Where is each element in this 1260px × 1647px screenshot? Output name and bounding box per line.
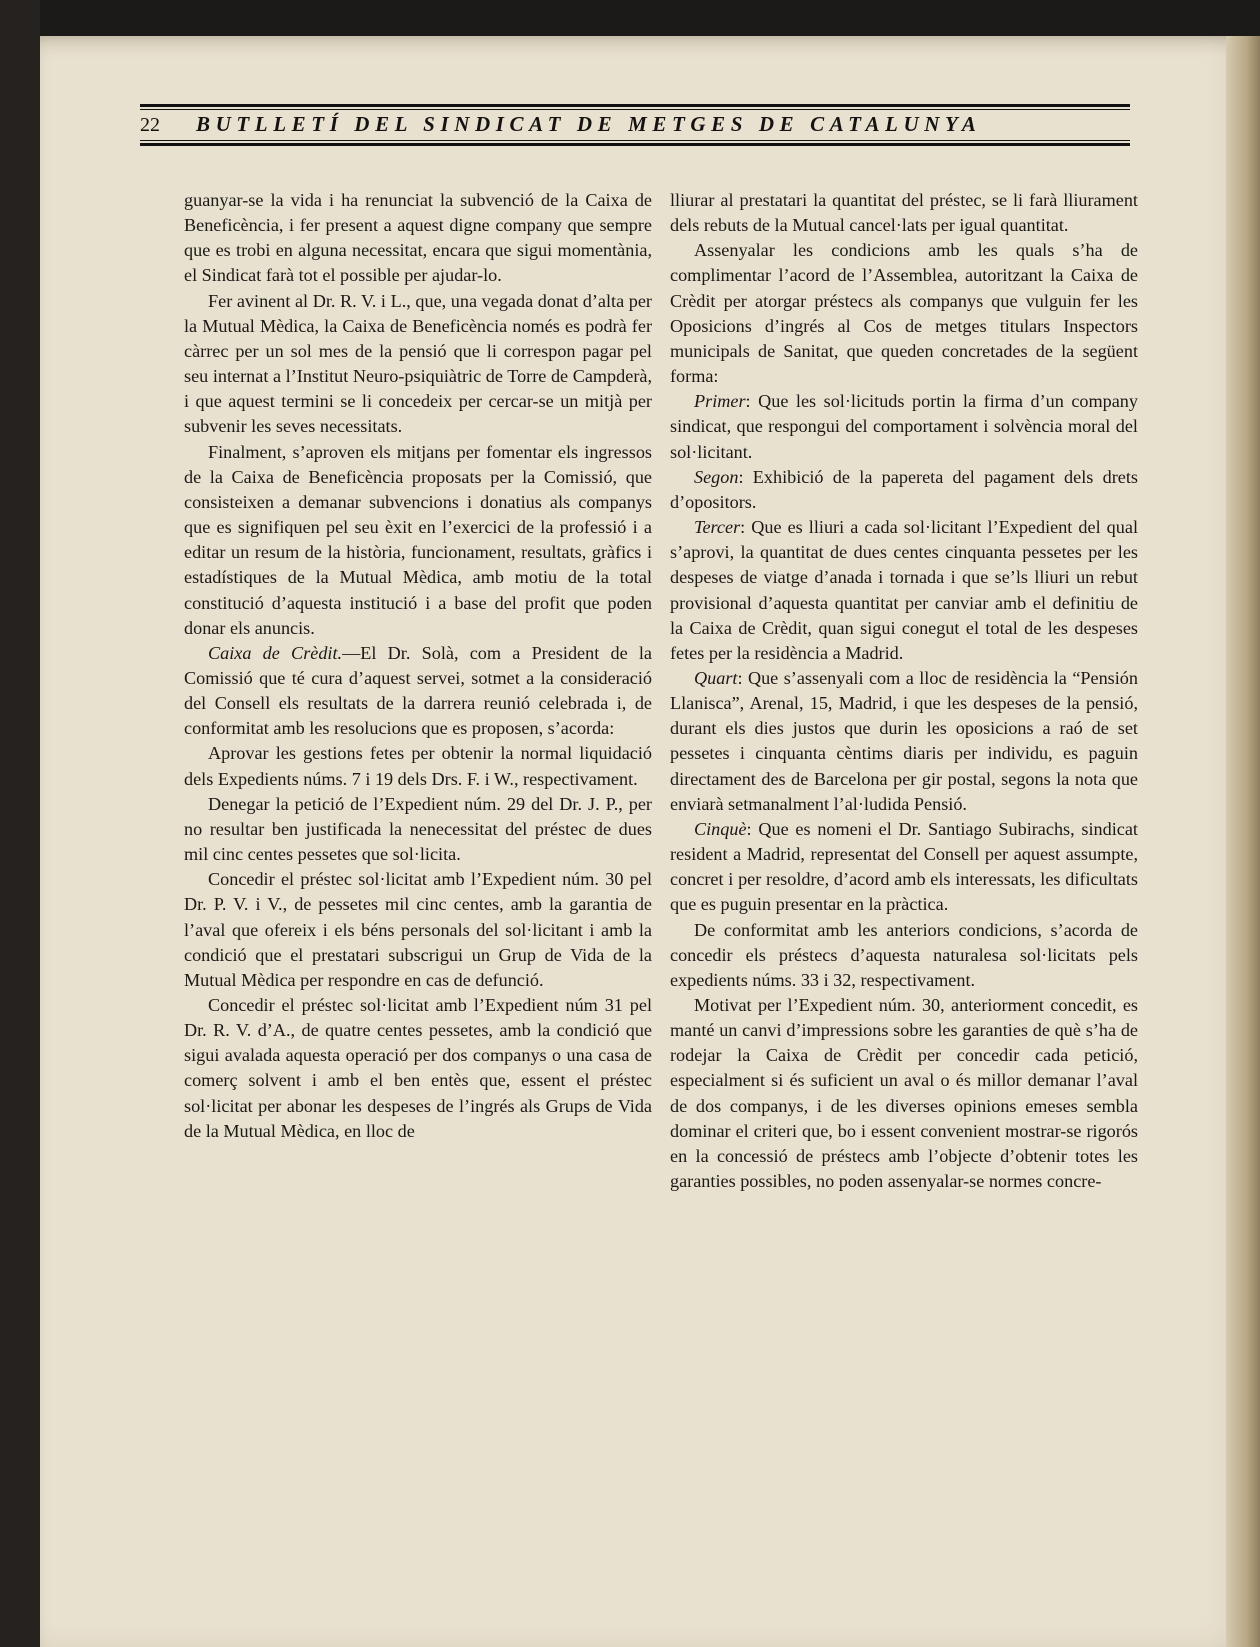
paragraph-text: Finalment, s’aproven els mitjans per fomentar els ingressos de la Caixa de Beneficència proposats per la Comissió, que consisteixen a demanar subvencions i donatius als companys que es signifiquen pel seu èxit en l’exercici de la professió i a editar un resum de la història, funcionament, resultats, gràfics i estadístiques de la Mutual Mèdica, amb motiu de la total constitució d’aquesta institució i a base del profit que poden donar els anuncis. bbox=[184, 441, 652, 638]
paragraph bbox=[184, 993, 652, 1144]
paragraph bbox=[670, 515, 1138, 666]
header-rule-top-thin bbox=[140, 109, 1130, 110]
paragraph-lead: Primer bbox=[694, 391, 746, 412]
paragraph bbox=[670, 993, 1138, 1194]
paragraph-lead: Segon bbox=[694, 466, 739, 487]
paragraph-lead: Quart bbox=[694, 667, 738, 688]
paragraph-text: : Que es lliuri a cada sol·licitant l’Expedient del qual s’aprovi, la quantitat de dues centes cinquanta pessetes per les despeses de viatge d’anada i tornada i que se’ls lliuri un rebut provisional d’aquesta quantitat per canviar amb el definitiu de la Caixa de Crèdit, quan sigui conegut el total de les despeses fetes per la residència a Madrid. bbox=[670, 517, 1138, 663]
paragraph-lead: Cinquè bbox=[694, 818, 747, 839]
page-edge-shadow bbox=[1226, 36, 1260, 1647]
paragraph-text: : Exhibició de la papereta del pagament dels drets d’opositors. bbox=[670, 466, 1138, 512]
paragraph bbox=[184, 440, 652, 641]
paragraph bbox=[184, 188, 652, 289]
paragraph bbox=[670, 188, 1138, 238]
paragraph-text: Concedir el préstec sol·licitat amb l’Expedient núm. 30 pel Dr. P. V. i V., de pessetes mil cinc centes, amb la garantia de l’aval que ofereix i els béns personals del sol·licitant i amb la condició que el prestatari subscrigui un Grup de Vida de la Mutual Mèdica per respondre en cas de defunció. bbox=[184, 869, 652, 990]
running-header bbox=[140, 66, 1130, 156]
paragraph-text: : Que les sol·licituds portin la firma d’un company sindicat, que respongui del comportament i solvència moral del sol·licitant. bbox=[670, 391, 1138, 462]
paragraph-text: lliurar al prestatari la quantitat del préstec, se li farà lliurament dels rebuts de la Mutual cancel·lats per igual quantitat. bbox=[670, 190, 1138, 236]
paragraph bbox=[184, 641, 652, 742]
paragraph bbox=[670, 389, 1138, 464]
header-rule-bottom-thin bbox=[140, 140, 1130, 141]
header-rule-bottom-thick bbox=[140, 143, 1130, 146]
paragraph bbox=[184, 741, 652, 791]
paragraph-lead: Caixa de Crèdit. bbox=[208, 642, 343, 663]
paragraph bbox=[670, 238, 1138, 389]
header-rule-top-thick bbox=[140, 104, 1130, 107]
running-title: BUTLLETÍ DEL SINDICAT DE METGES DE CATALUNYA bbox=[196, 112, 982, 136]
paragraph-text: De conformitat amb les anteriors condicions, s’acorda de concedir els préstecs d’aquesta naturalesa sol·licitats pels expedients núms. 33 i 32, respectivament. bbox=[670, 919, 1138, 990]
paragraph-text: Motivat per l’Expedient núm. 30, anteriorment concedit, es manté un canvi d’impressions sobre les garanties de què s’ha de rodejar la Caixa de Crèdit per concedir cada petició, especialment si és suficient un aval o és millor demanar l’aval de dos companys, i de les diverses opinions emeses sembla dominar el criteri que, bo i essent convenient mostrar-se rigorós en la concessió de préstecs amb l’objecte d’obtenir totes les garanties possibles, no poden assenyalar-se normes concre- bbox=[670, 995, 1138, 1192]
paragraph-text: : Que s’assenyali com a lloc de residència la “Pensión Llanisca”, Arenal, 15, Madrid, i que les despeses de la pensió, durant els dies justos que durin les oposicions a raó de set pessetes i cinquanta cèntims diaris per individu, es paguin directament des de Barcelona per gir postal, segons la nota que enviarà setmanalment l’al·ludida Pensió. bbox=[670, 667, 1138, 814]
page-number: 22 bbox=[140, 114, 160, 136]
paragraph-text: Aprovar les gestions fetes per obtenir la normal liquidació dels Expedients núms. 7 i 19 dels Drs. F. i W., respectivament. bbox=[184, 743, 652, 789]
paragraph bbox=[184, 289, 652, 440]
paragraph-text: guanyar-se la vida i ha renunciat la subvenció de la Caixa de Beneficència, i fer present a aquest digne company que sempre que es trobi en alguna necessitat, encara que sigui momentània, el Sindicat farà tot el possible per ajudar-lo. bbox=[184, 190, 652, 286]
paragraph bbox=[670, 465, 1138, 515]
scan-background-top bbox=[0, 0, 1260, 36]
right-text-column bbox=[670, 188, 1138, 1194]
paragraph-text: Assenyalar les condicions amb les quals s’ha de complimentar l’acord de l’Assemblea, autoritzant la Caixa de Crèdit per atorgar préstecs als companys que vulguin fer les Oposicions d’ingrés al Cos de metges titulars Inspectors municipals de Sanitat, que queden concretades de la següent forma: bbox=[670, 240, 1138, 387]
paragraph bbox=[184, 792, 652, 867]
paragraph-text: Fer avinent al Dr. R. V. i L., que, una vegada donat d’alta per la Mutual Mèdica, la Caixa de Beneficència només es podrà fer càrrec per un sol mes de la pensió que li correspon pagar pel seu internat a l’Institut Neuro-psiquiàtric de Torre de Campderà, i que aquest termini se li concedeix per cercar-se un mitjà per subvenir les seves necessitats. bbox=[184, 290, 652, 437]
left-text-column bbox=[184, 188, 652, 1144]
scan-background-left bbox=[0, 0, 40, 1647]
paragraph-lead: Tercer bbox=[694, 517, 741, 538]
paragraph-text: —El Dr. Solà, com a President de la Comissió que té cura d’aquest servei, sotmet a la consideració del Consell els resultats de la darrera reunió celebrada i, de conformitat amb les resolucions que es proposen, s’acorda: bbox=[184, 642, 652, 739]
paragraph-text: : Que es nomeni el Dr. Santiago Subirachs, sindicat resident a Madrid, representat del Consell per aquest assumpte, concret i per resoldre, d’acord amb els interessats, les dificultats que es puguin presentar en la pràctica. bbox=[670, 818, 1138, 915]
paragraph bbox=[670, 817, 1138, 918]
paragraph-text: Concedir el préstec sol·licitat amb l’Expedient núm 31 pel Dr. R. V. d’A., de quatre centes pessetes, amb la condició que sigui avalada aquesta operació per dos companys o una casa de comerç solvent i amb el ben entès que, essent el préstec sol·licitat per abonar les despeses de l’ingrés als Grups de Vida de la Mutual Mèdica, en lloc de bbox=[184, 995, 652, 1141]
paragraph bbox=[670, 666, 1138, 817]
paragraph-text: Denegar la petició de l’Expedient núm. 29 del Dr. J. P., per no resultar ben justificada la nenecessitat del préstec de dues mil cinc centes pessetes que sol·licita. bbox=[184, 793, 652, 865]
paragraph bbox=[184, 867, 652, 993]
paragraph bbox=[670, 918, 1138, 993]
